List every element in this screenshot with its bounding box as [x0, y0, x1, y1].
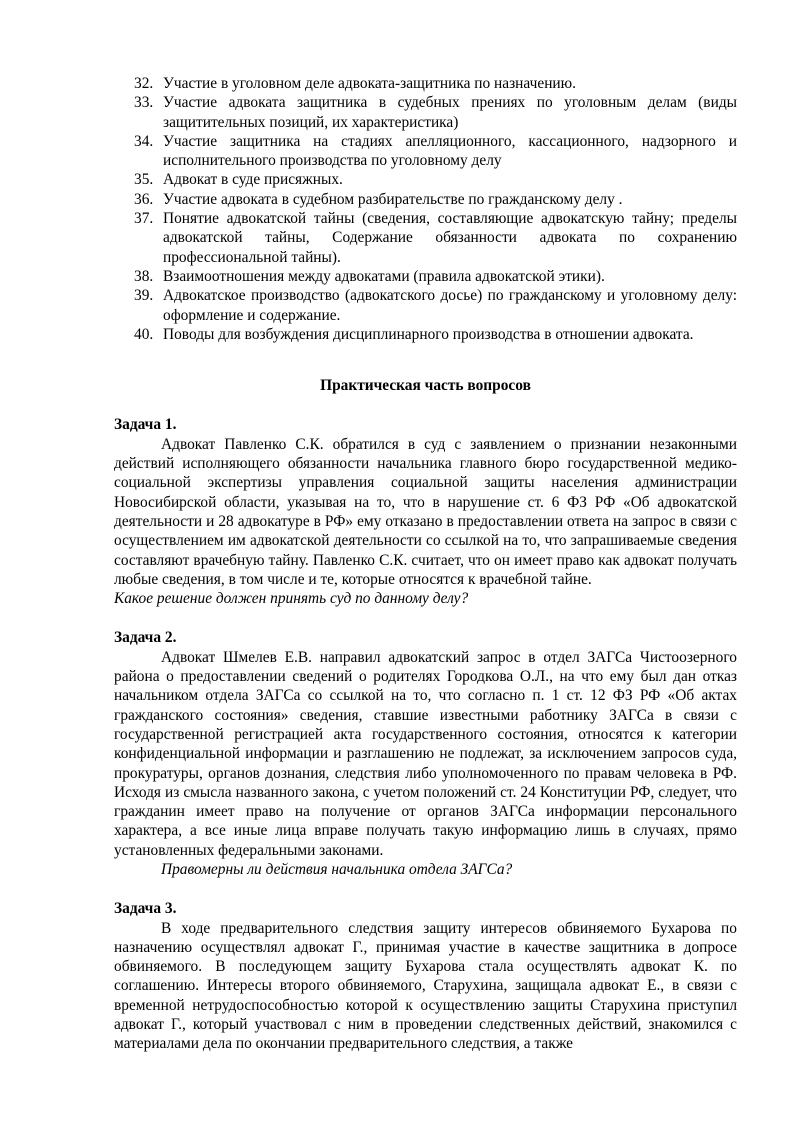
question-text: Участие адвоката в судебном разбирательстве по гражданскому делу .: [163, 190, 623, 208]
task-question: Правомерны ли действия начальника отдела ЗАГСа?: [161, 860, 513, 878]
task-3: [114, 899, 737, 1053]
questions-list: [114, 74, 737, 344]
question-text: Адвокат в суде присяжных.: [163, 171, 343, 189]
question-text: Участие в уголовном деле адвоката-защитника по назначению.: [163, 75, 577, 92]
question-text: Поводы для возбуждения дисциплинарного производства в отношении адвоката.: [163, 325, 694, 343]
practical-section-title: Практическая часть вопросов: [320, 377, 531, 395]
task-title: Задача 2.: [114, 629, 177, 647]
question-item: [114, 325, 737, 344]
question-number: 39.: [134, 287, 154, 305]
task-1: [114, 415, 737, 608]
question-item: [114, 93, 737, 132]
question-item: [114, 74, 737, 93]
task-2: [114, 628, 737, 879]
task-body: В ходе предварительного следствия защиту интересов обвиняемого Бухарова по назначению осуществлял адвокат Г., принимая участие в качестве защитника в допросе обвиняемого. В последующем защиту Бухарова стала осуществлять адвокат К. по соглашению. Интересы второго обвиняемого, Старухина, защищала адвокат Е., в связи с временной нетрудоспособностью которой к осуществлению защиты Старухина приступил адвокат Г., который участвовал с ним в проведении следственных действий, знакомился с материалами дела по окончании предварительного следствия, а также: [114, 919, 737, 1053]
task-title: Задача 3.: [114, 900, 177, 918]
question-item: [114, 267, 737, 286]
question-number: 37.: [134, 210, 154, 228]
document-page: [114, 74, 737, 1054]
task-question: Какое решение должен принять суд по данному делу?: [114, 590, 469, 608]
question-text: Участие защитника на стадиях апелляционного, кассационного, надзорного и исполнительного производства по уголовному делу: [163, 132, 737, 170]
question-text: Участие адвоката защитника в судебных прениях по уголовным делам (виды защитительных позиций, их характеристика): [163, 94, 737, 131]
task-body: Адвокат Шмелев Е.В. направил адвокатский запрос в отдел ЗАГСа Чистоозерного района о предоставлении сведений о родителях Городкова О.Л., на что ему был дан отказ начальником отдела ЗАГСа со ссылкой на то, что согласно п. 1 ст. 12 ФЗ РФ «Об актах гражданского состояния» сведения, ставшие известными работнику ЗАГСа в связи с государственной регистрацией акта государственного состояния, относятся к категории конфиденциальной информации и разглашению не подлежат, за исключением запросов суда, прокуратуры, органов дознания, следствия либо уполномоченного по правам человека в РФ. Исходя из смысла названного закона, с учетом положений ст. 24 Конституции РФ, следует, что гражданин имеет право на получение от органов ЗАГСа информации персонального характера, а все иные лица вправе получать такую информацию лишь в случаях, прямо установленных федеральными законами.: [114, 648, 737, 859]
task-title: Задача 1.: [114, 416, 177, 434]
task-body: Адвокат Павленко С.К. обратился в суд с заявлением о признании незаконными действий исполняющего обязанности начальника главного бюро государственной медико-социальной экспертизы управления социальной защиты населения администрации Новосибирской области, указывая на то, что в нарушение ст. 6 ФЗ РФ «Об адвокатской деятельности и 28 адвокатуре в РФ» ему отказано в предоставлении ответа на запрос в связи с осуществлением им адвокатской деятельности со ссылкой на то, что запрашиваемые сведения составляют врачебную тайну. Павленко С.К. считает, что он имеет право как адвокат получать любые сведения, в том числе и те, которые относятся к врачебной тайне.: [114, 435, 737, 588]
question-number: 40.: [134, 325, 154, 343]
question-text: Взаимоотношения между адвокатами (правила адвокатской этики).: [163, 267, 605, 285]
question-number: 34.: [134, 132, 154, 150]
question-number: 35.: [134, 171, 154, 189]
question-item: [114, 209, 737, 267]
question-item: [114, 190, 737, 209]
question-text: Понятие адвокатской тайны (сведения, составляющие адвокатскую тайну; пределы адвокатской тайны, Содержание обязанности адвоката по сохранению профессиональной тайны).: [163, 210, 737, 266]
question-text: Адвокатское производство (адвокатского досье) по гражданскому и уголовному делу: оформление и содержание.: [163, 287, 737, 324]
question-number: 32.: [134, 75, 154, 92]
question-item: [114, 132, 737, 171]
question-number: 36.: [134, 190, 154, 208]
question-item: [114, 286, 737, 325]
question-number: 33.: [134, 94, 154, 112]
question-number: 38.: [134, 267, 154, 285]
question-item: [114, 170, 737, 189]
